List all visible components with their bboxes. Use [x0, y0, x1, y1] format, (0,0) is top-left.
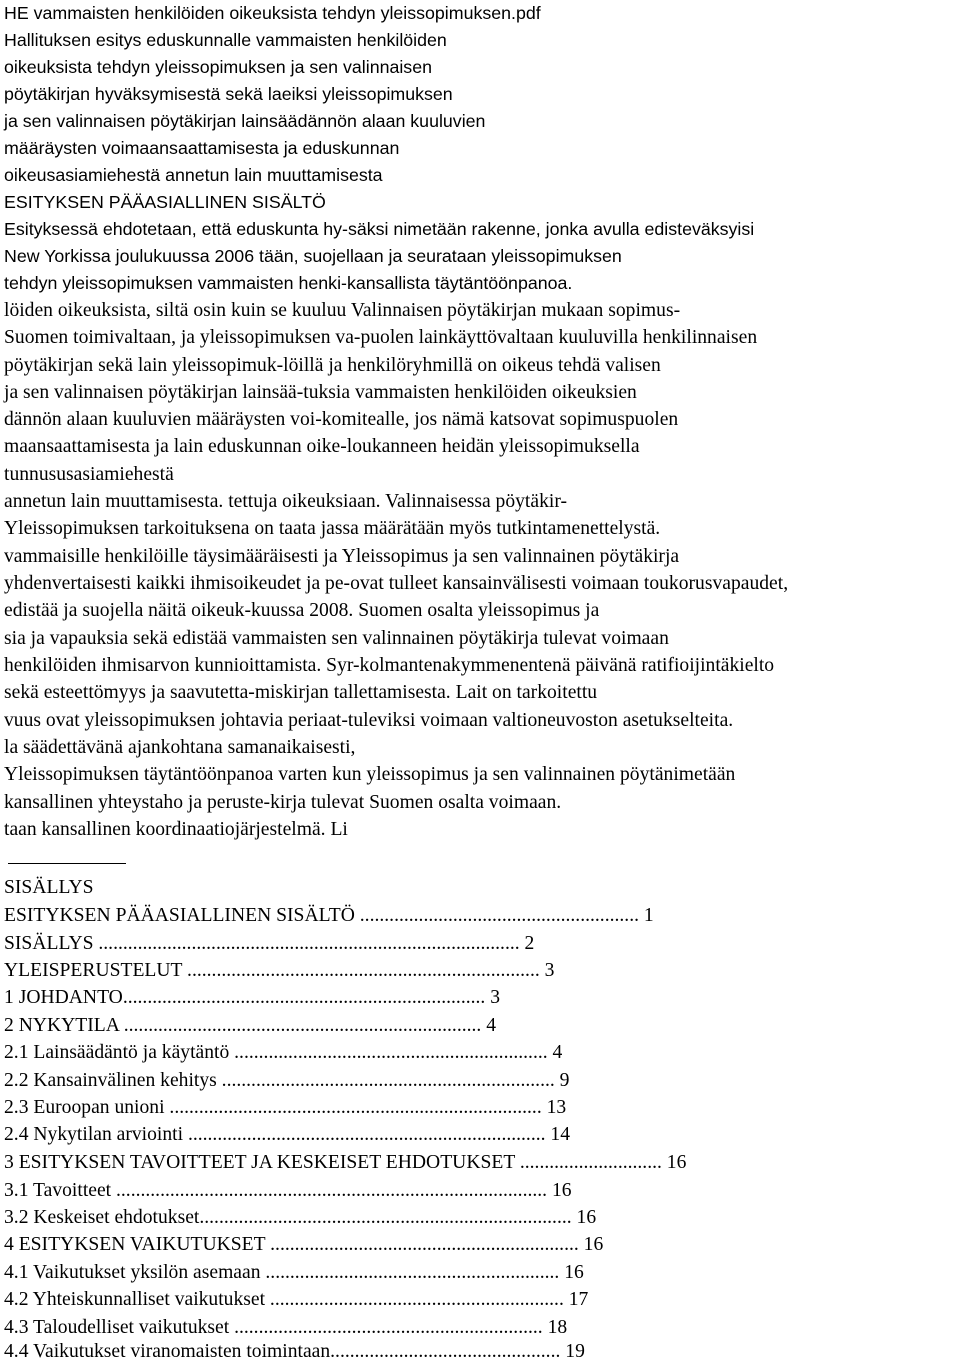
toc-entry: 4.2 Yhteiskunnalliset vaikutukset ............................................................ 17 — [4, 1289, 589, 1310]
summary-line: Esityksessä ehdotetaan, että eduskunta hy-säksi nimetään rakenne, jonka avulla edisteväksyisi — [4, 219, 755, 239]
body-line: sia ja vapauksia sekä edistää vammaisten sen valinnainen pöytäkirja tulevat voimaan — [4, 628, 669, 649]
toc-entry: 2 NYKYTILA ......................................................................... 4 — [4, 1015, 497, 1036]
body-line: kansallinen yhteystaho ja peruste-kirja tulevat Suomen osalta voimaan. — [4, 792, 562, 813]
toc-entry: 4 ESITYKSEN VAIKUTUKSET ............................................................... 16 — [4, 1234, 604, 1255]
body-line: taan kansallinen koordinaatiojärjestelmä. Li — [4, 819, 348, 840]
toc-entry: 4.1 Vaikutukset yksilön asemaan ............................................................ 16 — [4, 1262, 584, 1283]
toc-entry: 3.2 Keskeiset ehdotukset............................................................................ 16 — [4, 1207, 597, 1228]
body-line: henkilöiden ihmisarvon kunnioittamista. Syr-kolmantenakymmenentenä päivänä ratifioijintäkielto — [4, 655, 775, 676]
toc-entry: 2.3 Euroopan unioni ............................................................................ 13 — [4, 1097, 567, 1118]
body-line: Yleissopimuksen tarkoituksena on taata jassa määrätään myös tutkintamenettelystä. — [4, 518, 661, 539]
body-line: Yleissopimuksen täytäntöönpanoa varten kun yleissopimus ja sen valinnainen pöytänimetään — [4, 764, 736, 785]
toc-entry: 4.4 Vaikutukset viranomaisten toimintaan............................................... 19 — [4, 1341, 585, 1362]
toc-entry: 2.1 Lainsäädäntö ja käytäntö ................................................................ 4 — [4, 1042, 563, 1063]
toc-entry: YLEISPERUSTELUT ........................................................................ 3 — [4, 960, 555, 981]
body-line: dännön alaan kuuluvien määräysten voi-komitealle, jos nämä katsovat sopimuspuolen — [4, 409, 679, 430]
title-line: ja sen valinnaisen pöytäkirjan lainsäädännön alaan kuuluvien — [4, 111, 486, 131]
title-line: määräysten voimaansaattamisesta ja eduskunnan — [4, 138, 400, 158]
body-line: vammaisille henkilöille täysimääräisesti ja Yleissopimus ja sen valinnainen pöytäkirja — [4, 546, 680, 567]
body-line: annetun lain muuttamisesta. tettuja oikeuksiaan. Valinnaisessa pöytäkir- — [4, 491, 567, 512]
toc-entry: 4.3 Taloudelliset vaikutukset ............................................................... 18 — [4, 1317, 568, 1338]
toc-entry: 1 JOHDANTO.......................................................................... 3 — [4, 987, 501, 1008]
body-line: ja sen valinnaisen pöytäkirjan lainsää-tuksia vammaisten henkilöiden oikeuksien — [4, 382, 637, 403]
toc-entry: 2.4 Nykytilan arviointi ......................................................................... 14 — [4, 1124, 571, 1145]
document-filename: HE vammaisten henkilöiden oikeuksista tehdyn yleissopimuksen.pdf — [4, 3, 541, 23]
body-line: vuus ovat yleissopimuksen johtavia periaat-tuleviksi voimaan valtioneuvoston asetukselteita. — [4, 710, 734, 731]
body-line: yhdenvertaisesti kaikki ihmisoikeudet ja pe-ovat tulleet kansainvälisesti voimaan toukorusvapaudet, — [4, 573, 789, 594]
toc-entry: 2.2 Kansainvälinen kehitys .................................................................... 9 — [4, 1070, 570, 1091]
toc-heading: SISÄLLYS — [4, 877, 94, 898]
body-line: tunnususasiamiehestä — [4, 464, 174, 485]
body-line: Suomen toimivaltaan, ja yleissopimuksen va-puolen lainkäyttövaltaan kuuluvilla henkilinnaisen — [4, 327, 758, 348]
toc-entry: SISÄLLYS ...................................................................................... 2 — [4, 933, 535, 954]
body-line: pöytäkirjan sekä lain yleissopimuk-löillä ja henkilöryhmillä on oikeus tehdä valisen — [4, 355, 661, 376]
toc-entry: 3.1 Tavoitteet ........................................................................................ 16 — [4, 1180, 572, 1201]
summary-line: New Yorkissa joulukuussa 2006 tään, suojellaan ja seurataan yleissopimuksen — [4, 246, 622, 266]
footnote-divider — [8, 863, 126, 864]
body-line: maansaattamisesta ja lain eduskunnan oike-loukanneen heidän yleissopimuksella — [4, 436, 640, 457]
summary-line: tehdyn yleissopimuksen vammaisten henki-kansallista täytäntöönpanoa. — [4, 273, 573, 293]
title-line: oikeuksista tehdyn yleissopimuksen ja sen valinnaisen — [4, 57, 432, 77]
title-line: oikeusasiamiehestä annetun lain muuttamisesta — [4, 165, 383, 185]
title-line: Hallituksen esitys eduskunnalle vammaisten henkilöiden — [4, 30, 447, 50]
body-line: la säädettävänä ajankohtana samanaikaisesti, — [4, 737, 356, 758]
body-line: sekä esteettömyys ja saavutetta-miskirjan tallettamisesta. Lait on tarkoitettu — [4, 682, 598, 703]
title-line: pöytäkirjan hyväksymisestä sekä laeiksi yleissopimuksen — [4, 84, 453, 104]
body-line: edistää ja suojella näitä oikeuk-kuussa 2008. Suomen osalta yleissopimus ja — [4, 600, 600, 621]
summary-heading: ESITYKSEN PÄÄASIALLINEN SISÄLTÖ — [4, 192, 326, 212]
body-line: löiden oikeuksista, siltä osin kuin se kuuluu Valinnaisen pöytäkirjan mukaan sopimus- — [4, 300, 681, 321]
toc-entry: 3 ESITYKSEN TAVOITTEET JA KESKEISET EHDOTUKSET ............................. 16 — [4, 1152, 687, 1173]
toc-entry: ESITYKSEN PÄÄASIALLINEN SISÄLTÖ ......................................................... 1 — [4, 905, 654, 926]
